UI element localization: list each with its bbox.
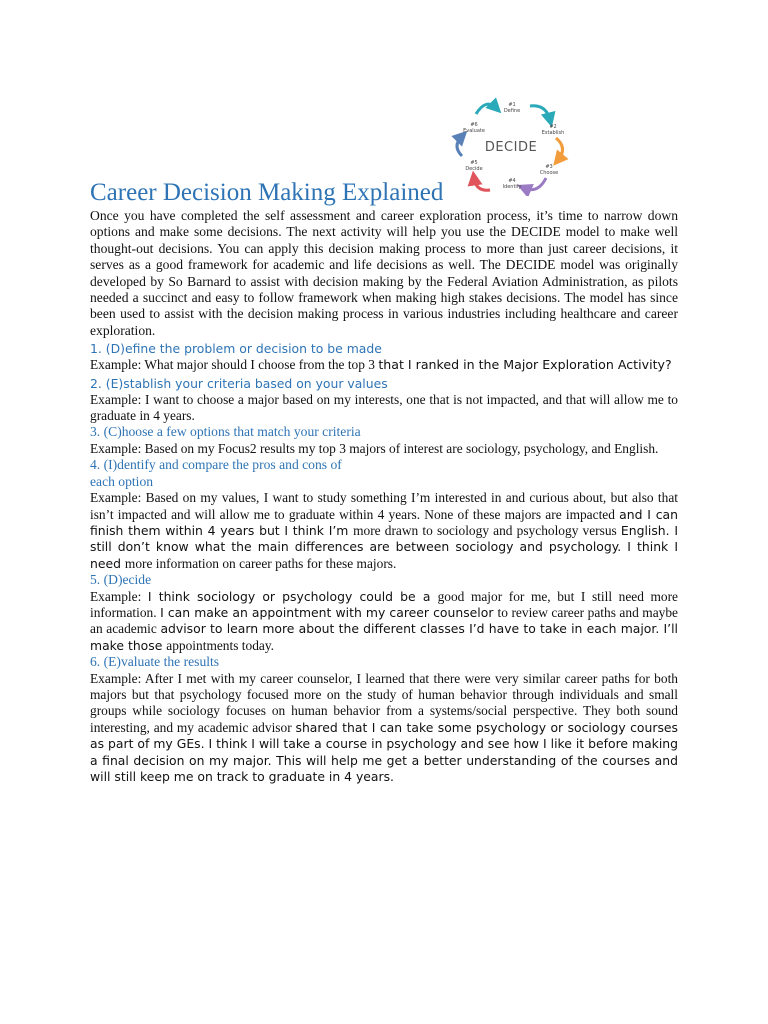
- step-4-heading: [90, 457, 678, 490]
- logo-step-name: Establish: [541, 130, 565, 136]
- logo-step-num: #1: [508, 102, 516, 108]
- logo-step-name: Decide: [465, 166, 483, 172]
- arrow-define-icon: [476, 104, 496, 114]
- logo-step-name: Evaluate: [463, 128, 485, 134]
- example-text: Example: After I met with my career counselor, I learned that there were very similar career paths for both majors but that psychology focused more on the study of human behavior through individuals and small groups while sociology focuses on human behavior from a systems/social perspective. They both sound interesting, and my academic advisor: [90, 670, 678, 735]
- example-text: more information on career paths for these majors.: [124, 555, 397, 571]
- example-text: to review career paths and maybe an academic: [90, 604, 678, 637]
- logo-step-name: Identify: [502, 184, 522, 190]
- step-2-example: Example: I want to choose a major based on my interests, one that is not impacted, and that will allow me to graduate in 4 years.: [90, 391, 678, 424]
- logo-step-num: #3: [545, 164, 553, 170]
- example-text: Example:: [90, 588, 148, 604]
- step-2-heading: 2. (E)stablish your criteria based on your values: [90, 375, 388, 391]
- example-text: I think sociology or psychology could be a: [147, 588, 438, 604]
- logo-step-name: Choose: [539, 170, 559, 176]
- step-1-heading: 1. (D)efine the problem or decision to be made: [90, 341, 382, 357]
- example-text: Example: What major should I choose from the top 3: [90, 357, 379, 373]
- heading-line: each option: [90, 473, 154, 489]
- step-5-example: [90, 589, 678, 655]
- page-title: Career Decision Making Explained: [90, 179, 444, 206]
- arrow-establish-icon: [530, 106, 550, 120]
- example-text: I can make an appointment with my career counselor: [160, 604, 498, 620]
- arrow-evaluate-icon: [457, 136, 462, 156]
- arrow-choose-icon: [556, 138, 563, 160]
- step-3-heading: 3. (C)hoose a few options that match your criteria: [90, 424, 361, 440]
- step-3-example: Example: Based on my Focus2 results my top 3 majors of interest are sociology, psychology, and English.: [90, 440, 659, 456]
- step-6-example: [90, 671, 678, 786]
- example-text: advisor to learn more about the different classes I’d have to take in each major. I’ll make those: [90, 621, 678, 653]
- logo-center-label: DECIDE: [484, 140, 538, 155]
- logo-step-num: #6: [470, 122, 478, 128]
- example-text: Example: Based on my values, I want to study something I’m interested in and curious about, but also that isn’t impacted and will allow me to graduate within 4 years. None of these majors are impacted: [90, 490, 678, 522]
- logo-step-num: #5: [470, 160, 478, 166]
- example-text: English. I still don’t know what the main differences are between sociology and psychology. I think I need: [90, 522, 678, 571]
- example-text: and I can finish them within 4 years but I think I’m: [90, 506, 678, 538]
- example-text: appointments today.: [166, 637, 275, 653]
- logo-step-num: #2: [549, 124, 557, 130]
- example-text: shared that I can take some psychology or sociology courses as part of my GEs. I think I will take a course in psychology and see how I like it before making a final decision on my major. This will help me get a better understanding of the courses and will still keep me on track to graduate in 4 years.: [90, 719, 678, 784]
- step-5-heading: 5. (D)ecide: [90, 572, 152, 588]
- intro-paragraph: Once you have completed the self assessment and career exploration process, it’s time to narrow down options and make some decisions. The next activity will help you use the DECIDE model to make well thought-out decisions. You can apply this decision making process to more than just career decisions, it serves as a good framework for academic and life decisions as well. The DECIDE model was originally developed by So Barnard to assist with decision making by the Federal Aviation Administration, as pilots needed a succinct and easy to follow framework when making high stakes decisions. The model has since been used to assist with the decision making process in various industries including healthcare and career exploration.: [90, 208, 678, 338]
- heading-line: 4. (I)dentify and compare the pros and cons of: [90, 457, 342, 473]
- step-6-heading: 6. (E)valuate the results: [90, 654, 220, 670]
- step-1-example: [90, 357, 678, 373]
- example-text: more drawn to sociology and psychology versus: [353, 522, 621, 538]
- document-body: [90, 178, 678, 785]
- example-text: that I ranked in the Major Exploration Activity?: [378, 357, 672, 373]
- example-text: good major for me, but I still need more information.: [90, 588, 678, 620]
- logo-step-name: Define: [503, 108, 521, 114]
- step-4-example: [90, 490, 678, 572]
- logo-step-num: #4: [508, 178, 516, 184]
